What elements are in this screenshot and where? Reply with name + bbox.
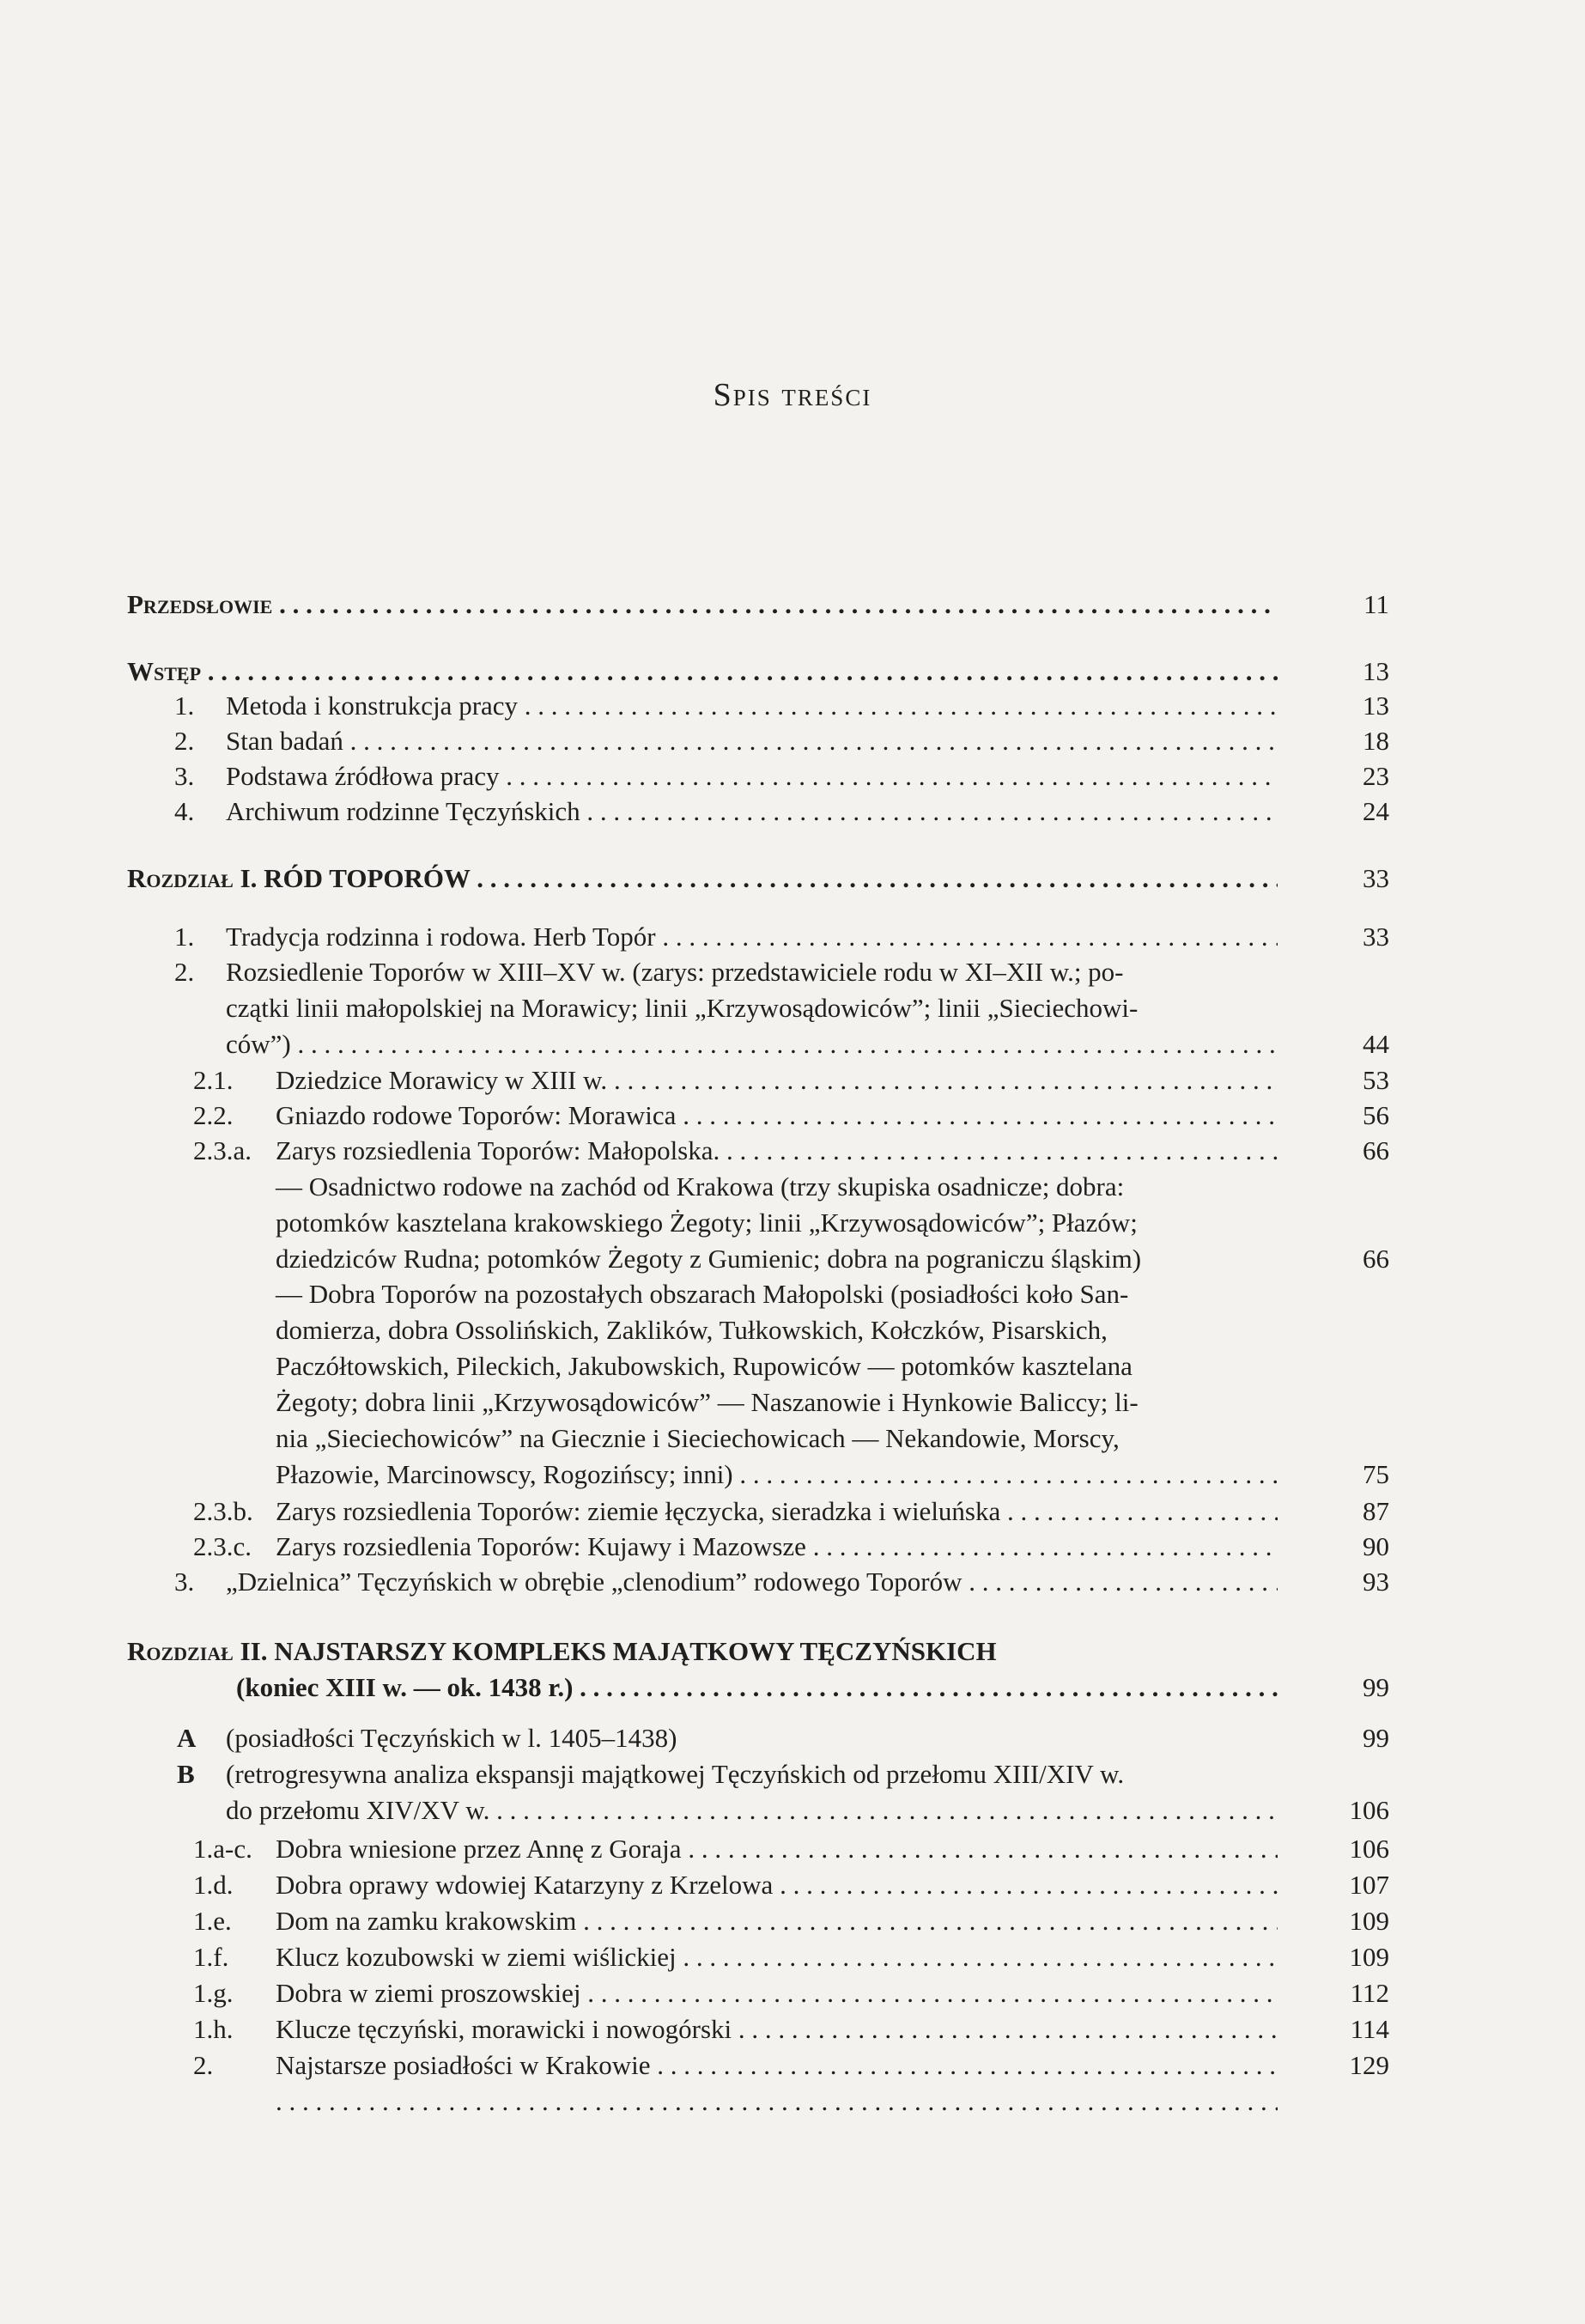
toc-entry-number: 1.d. xyxy=(193,1870,234,1900)
toc-entry-line: Żegoty; dobra linii „Krzywosądowiców” — Naszanowie i Hynkowie Baliccy; li- xyxy=(276,1387,1139,1417)
toc-entry-number: 1.g. xyxy=(193,1978,234,2008)
toc-entry[interactable] xyxy=(127,654,1389,691)
toc-entry-line: — Dobra Toporów na pozostałych obszarach Małopolski (posiadłości koło San- xyxy=(276,1279,1129,1309)
toc-page-number: 112 xyxy=(1350,1978,1389,2008)
toc-entry[interactable] xyxy=(127,1530,1389,1566)
toc-page-number: 53 xyxy=(1363,1065,1389,1095)
toc-page-number: 66 xyxy=(1363,1135,1389,1165)
chapter-prefix: Rozdział xyxy=(127,863,234,893)
toc-entry[interactable] xyxy=(127,1565,1389,1601)
toc-entry-number: 1.a-c. xyxy=(193,1834,252,1864)
toc-page-number: 109 xyxy=(1349,1942,1389,1972)
toc-entry-number: 3. xyxy=(174,1567,195,1597)
toc-page-number: 99 xyxy=(1363,1672,1389,1702)
toc-entry[interactable] xyxy=(127,1976,1389,2012)
toc-page-number: 99 xyxy=(1363,1723,1389,1753)
toc-entry[interactable] xyxy=(127,587,1389,624)
toc-entry-number: A xyxy=(177,1723,197,1753)
toc-entry-label xyxy=(276,2084,1278,2119)
toc-entry-multiline[interactable] xyxy=(127,1757,1389,1831)
toc-page-number: 18 xyxy=(1363,726,1389,756)
toc-page-number: 11 xyxy=(1363,589,1389,619)
toc-subentry-multiline[interactable] xyxy=(127,1170,1389,1281)
chapter-subtitle: (koniec XIII w. — ok. 1438 r.) . . . xyxy=(236,1670,1278,1705)
toc-entry[interactable] xyxy=(127,2048,1389,2084)
toc-entry-number: 1. xyxy=(174,922,195,952)
toc-chapter-entry[interactable] xyxy=(127,1634,1389,1708)
toc-entry-label: Metoda i konstrukcja pracy . . . xyxy=(226,689,1278,723)
toc-entry-line: do przełomu XIV/XV w. . . . xyxy=(226,1793,1278,1828)
toc-entry[interactable] xyxy=(127,1868,1389,1904)
toc-entry-number: 2.3.b. xyxy=(193,1496,253,1526)
toc-entry[interactable] xyxy=(127,1063,1389,1099)
toc-entry[interactable] xyxy=(127,1494,1389,1530)
chapter-prefix: Rozdział xyxy=(127,1636,234,1666)
toc-entry[interactable] xyxy=(127,794,1389,830)
toc-entry-number: 3. xyxy=(174,761,195,791)
toc-page-number: 129 xyxy=(1349,2050,1389,2080)
toc-entry-number: 1.e. xyxy=(193,1906,232,1936)
toc-entry-line: Paczółtowskich, Pileckich, Jakubowskich, Rupowiców — potomków kasztelana xyxy=(276,1351,1133,1381)
toc-entry-label: (posiadłości Tęczyńskich w l. 1405–1438) xyxy=(226,1723,677,1753)
toc-entry-label: Dobra w ziemi proszowskiej . . . xyxy=(276,1976,1278,2011)
toc-entry-number: 2.3.a. xyxy=(193,1135,252,1165)
toc-entry[interactable] xyxy=(127,2012,1389,2048)
toc-page-number: 75 xyxy=(1363,1459,1389,1489)
toc-entry-label: Podstawa źródłowa pracy . . . xyxy=(226,759,1278,794)
toc-page-number: 33 xyxy=(1363,922,1389,952)
toc-chapter-entry[interactable] xyxy=(127,861,1389,897)
toc-entry-number: 2. xyxy=(174,726,195,756)
toc-entry-label: Dobra oprawy wdowiej Katarzyny z Krzelowa . . . xyxy=(276,1868,1278,1902)
toc-entry-line: nia „Sieciechowiców” na Giecznie i Sieciechowicach — Nekandowie, Morscy, xyxy=(276,1423,1120,1453)
chapter-title: II. NAJSTARSZY KOMPLEKS MAJĄTKOWY TĘCZYŃSKICH xyxy=(240,1636,997,1666)
toc-entry-label: Gniazdo rodowe Toporów: Morawica . . . xyxy=(276,1098,1278,1133)
toc-entry-line: domierza, dobra Ossolińskich, Zaklików, Tułkowskich, Kołczków, Pisarskich, xyxy=(276,1315,1108,1345)
toc-entry[interactable] xyxy=(127,1721,1389,1757)
toc-page-number: 87 xyxy=(1363,1496,1389,1526)
toc-page-number: 24 xyxy=(1363,796,1389,826)
toc-entry-number: 2. xyxy=(174,957,195,987)
toc-entry[interactable] xyxy=(127,920,1389,956)
toc-entry-label: Najstarsze posiadłości w Krakowie . . . xyxy=(276,2048,1278,2083)
toc-entry-label: Klucze tęczyński, morawicki i nowogórski . . . xyxy=(276,2012,1278,2047)
toc-page-number: 56 xyxy=(1363,1100,1389,1130)
toc-entry[interactable] xyxy=(127,724,1389,760)
toc-entry-label: Zarys rozsiedlenia Toporów: Kujawy i Mazowsze . . . xyxy=(276,1530,1278,1564)
page-title: Spis treści xyxy=(713,377,872,413)
toc-entry-number: 1.f. xyxy=(193,1942,229,1972)
toc-entry-number: 4. xyxy=(174,796,195,826)
toc-entry-label: Archiwum rodzinne Tęczyńskich . . . xyxy=(226,794,1278,829)
toc-page-number: 13 xyxy=(1363,691,1389,721)
toc-chapter-label xyxy=(127,1634,997,1669)
toc-entry-line: dziedziców Rudna; potomków Żegoty z Gumienic; dobra na pograniczu śląskim) xyxy=(276,1244,1142,1274)
toc-subentry-multiline[interactable] xyxy=(127,1277,1389,1500)
toc-entry-line: czątki linii małopolskiej na Morawicy; linii „Krzywosądowiców”; linii „Sieciechowi- xyxy=(226,993,1139,1023)
toc-entry[interactable] xyxy=(127,689,1389,725)
toc-entry[interactable] xyxy=(127,1940,1389,1976)
toc-entry-line: (retrogresywna analiza ekspansji majątkowej Tęczyńskich od przełomu XIII/XIV w. xyxy=(226,1759,1125,1789)
toc-entry-line: potomków kasztelana krakowskiego Żegoty; linii „Krzywosądowiców”; Płazów; xyxy=(276,1208,1138,1238)
toc-entry-number: 2. xyxy=(193,2050,214,2080)
toc-entry-line: Płazowie, Marcinowscy, Rogozińscy; inni) . . . xyxy=(276,1457,1278,1492)
toc-entry[interactable] xyxy=(127,2084,1389,2120)
toc-entry-line: — Osadnictwo rodowe na zachód od Krakowa (trzy skupiska osadnicze; dobra: xyxy=(276,1171,1125,1202)
toc-page-number: 33 xyxy=(1363,863,1389,893)
toc-entry[interactable] xyxy=(127,1134,1389,1170)
toc-entry-label: Wstęp . . . xyxy=(127,654,1278,689)
chapter-title: I. RÓD TOPORÓW xyxy=(240,863,471,893)
toc-page-number: 93 xyxy=(1363,1567,1389,1597)
toc-chapter-label xyxy=(127,861,1278,896)
toc-entry-number: 1. xyxy=(174,691,195,721)
toc-entry[interactable] xyxy=(127,1832,1389,1868)
toc-page-number: 106 xyxy=(1349,1795,1389,1825)
toc-entry-label: Dziedzice Morawicy w XIII w. . . . xyxy=(276,1063,1278,1098)
toc-entry-number: 2.3.c. xyxy=(193,1531,252,1561)
toc-entry-label: Klucz kozubowski w ziemi wiślickiej . . . xyxy=(276,1940,1278,1974)
toc-entry[interactable] xyxy=(127,1904,1389,1940)
toc-entry-number: 1.h. xyxy=(193,2014,234,2044)
toc-entry-label: Dobra wniesione przez Annę z Goraja . . . xyxy=(276,1832,1278,1866)
toc-entry-number: B xyxy=(177,1759,195,1789)
toc-entry-label: „Dzielnica” Tęczyńskich w obrębie „clenodium” rodowego Toporów . . . xyxy=(226,1565,1278,1599)
toc-page-number: 90 xyxy=(1363,1531,1389,1561)
toc-page-number: 13 xyxy=(1363,656,1389,686)
toc-page-number: 23 xyxy=(1363,761,1389,791)
toc-entry-label: Dom na zamku krakowskim . . . xyxy=(276,1904,1278,1938)
toc-page-number: 107 xyxy=(1349,1870,1389,1900)
toc-entry-multiline[interactable] xyxy=(127,955,1389,1067)
toc-entry-line: Rozsiedlenie Toporów w XIII–XV w. (zarys: przedstawiciele rodu w XI–XII w.; po- xyxy=(226,957,1124,987)
toc-entry-label: Zarys rozsiedlenia Toporów: Małopolska. . . . xyxy=(276,1134,1278,1168)
toc-entry[interactable] xyxy=(127,759,1389,795)
toc-entry-label: Przedsłowie . . . xyxy=(127,587,1278,622)
toc-page-number: 114 xyxy=(1350,2014,1389,2044)
toc-entry-label: Stan badań . . . xyxy=(226,724,1278,758)
toc-page-number: 106 xyxy=(1349,1834,1389,1864)
toc-entry-number: 2.1. xyxy=(193,1065,234,1095)
toc-page-number: 44 xyxy=(1363,1029,1389,1059)
toc-entry-label: Zarys rozsiedlenia Toporów: ziemie łęczycka, sieradzka i wieluńska . . . xyxy=(276,1494,1278,1529)
toc-page-number: 109 xyxy=(1349,1906,1389,1936)
toc-entry-label: Tradycja rodzinna i rodowa. Herb Topór . . . xyxy=(226,920,1278,954)
toc-entry-line: ców”) . . . xyxy=(226,1027,1278,1062)
toc-entry-number: 2.2. xyxy=(193,1100,234,1130)
toc-entry[interactable] xyxy=(127,1098,1389,1135)
toc-page-number: 66 xyxy=(1363,1244,1389,1274)
